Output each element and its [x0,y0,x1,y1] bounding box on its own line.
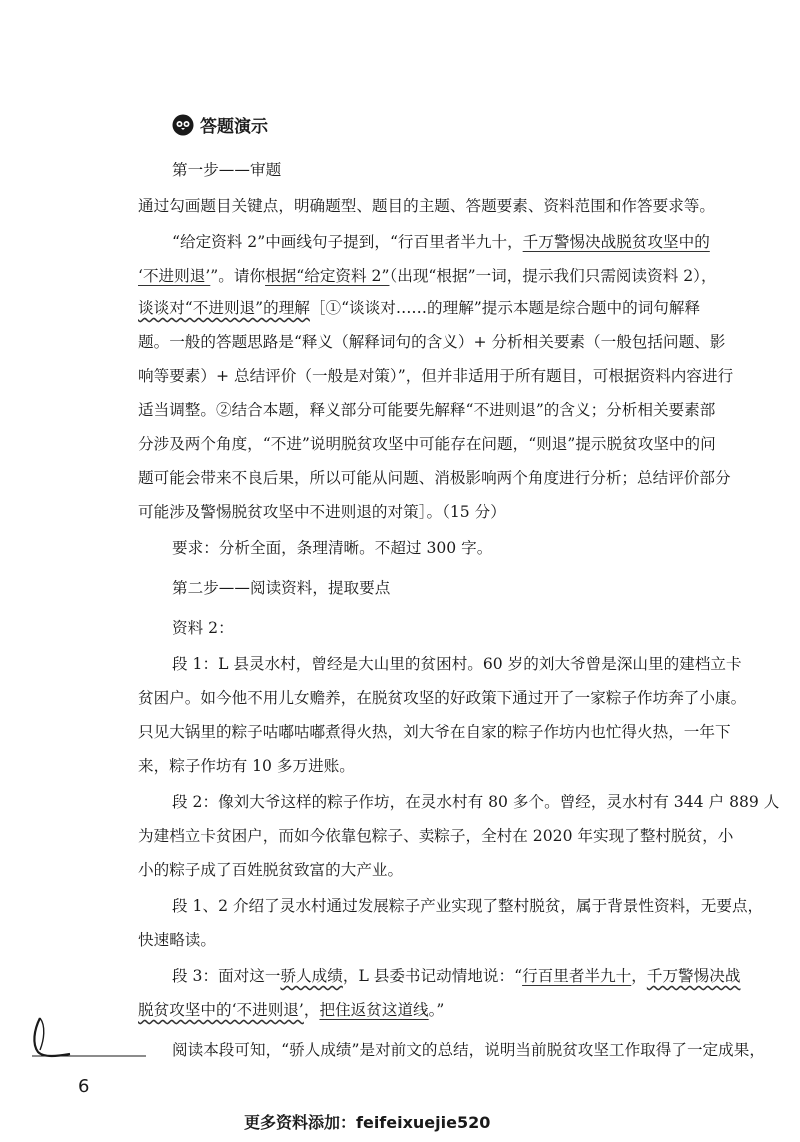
note1-line-2: 快速略读。 [138,931,216,949]
question-line-1 [172,232,710,252]
material-label: 资料 2： [172,619,234,637]
step1-intro: 通过勾画题目关键点，明确题型、题目的主题、答题要素、资料范围和作答要求等。 [138,197,715,215]
page-number: 6 [78,1076,90,1097]
segment3-text: 段 3：面对这一 [172,967,281,985]
annotation-line-5: 响等要素）+ 总结评价（一般是对策）”，但并非适用于所有题目，可根据资料内容进行 [138,367,734,385]
annotation-line-4: 题。一般的答题思路是“释义（解释词句的含义）+ 分析相关要素（一般包括问题、影 [138,333,726,351]
underlined-keyphrase: 把住返贫这道线 [319,1001,429,1019]
note2-line-1: 阅读本段可知，“骄人成绩”是对前文的总结，说明当前脱贫攻坚工作取得了一定成果， [172,1041,765,1059]
wavy-keyphrase: 谈谈对“不进则退”的理解 [138,299,310,317]
section-heading-title: 答题演示 [200,117,268,137]
segment3-line-1 [172,966,740,986]
wavy-keyphrase: 脱贫攻坚中的‘不进则退’ [138,1001,304,1019]
annotation-text: （出现“根据”一词，提示我们只需阅读资料 2）， [389,267,717,285]
question-text: “给定资料 2”中画线句子提到，“行百里者半九十， [172,233,523,251]
annotation-line-7: 分涉及两个角度，“不进”说明脱贫攻坚中可能存在问题，“则退”提示脱贫攻坚中的问 [138,435,716,453]
underlined-keyphrase: 千万警惕决战脱贫攻坚中的 [522,233,710,251]
segment3-text: 。” [428,1001,445,1019]
segment3-text: ，L 县委书记动情地说：“ [342,967,523,985]
segment1-line-3: 只见大锅里的粽子咕嘟咕嘟煮得火热，刘大爷在自家的粽子作坊内也忙得火热，一年下 [138,723,731,741]
segment1-line-2: 贫困户。如今他不用儿女赡养，在脱贫攻坚的好政策下通过开了一家粽子作坊奔了小康。 [138,689,747,707]
annotation-line-8: 题可能会带来不良后果，所以可能从问题、消极影响两个角度进行分析；总结评价部分 [138,469,731,487]
question-line-3 [138,298,700,318]
question-text: ”。请你 [210,267,266,285]
annotation-line-9: 可能涉及警惕脱贫攻坚中不进则退的对策］。（15 分） [138,503,506,521]
underlined-keyphrase: 根据“给定资料 2” [265,267,390,285]
segment3-text: ， [631,967,647,985]
segment1-line-1: 段 1：L 县灵水村，曾经是大山里的贫困村。60 岁的刘大爷曾是深山里的建档立卡 [172,655,742,673]
underlined-keyphrase: 行百里者半九十 [522,967,632,985]
annotation-text: ［①“谈谈对……的理解”提示本题是综合题中的词句解释 [309,299,701,317]
note1-line-1: 段 1、2 介绍了灵水村通过发展粽子产业实现了整村脱贫，属于背景性资料，无要点， [172,897,764,915]
pen-note-icon [30,1010,150,1062]
segment3-line-2 [138,1000,444,1020]
step2-title: 第二步——阅读资料，提取要点 [172,579,391,597]
section-heading [172,112,268,137]
segment3-text: ， [303,1001,320,1019]
step1-title: 第一步——审题 [172,161,282,179]
wavy-keyphrase: 骄人成绩 [280,967,343,985]
segment2-line-3: 小的粽子成了百姓脱贫致富的大产业。 [138,861,404,879]
segment1-line-4: 来，粽子作坊有 10 多万进账。 [138,757,355,775]
segment2-line-2: 为建档立卡贫困户，而如今依靠包粽子、卖粽子，全村在 2020 年实现了整村脱贫，小 [138,827,734,845]
underlined-keyphrase: ‘不进则退’ [138,267,211,285]
owl-icon [172,114,194,136]
question-line-2 [138,266,717,286]
annotation-line-6: 适当调整。②结合本题，释义部分可能要先解释“不进则退”的含义；分析相关要素部 [138,401,716,419]
requirement: 要求：分析全面，条理清晰。不超过 300 字。 [172,539,493,557]
wavy-keyphrase: 千万警惕决战 [646,967,741,985]
segment2-line-1: 段 2：像刘大爷这样的粽子作坊，在灵水村有 80 多个。曾经，灵水村有 344 户 889 人 [172,793,780,811]
footer-contact: 更多资料添加：feifeixuejie520 [244,1113,491,1132]
